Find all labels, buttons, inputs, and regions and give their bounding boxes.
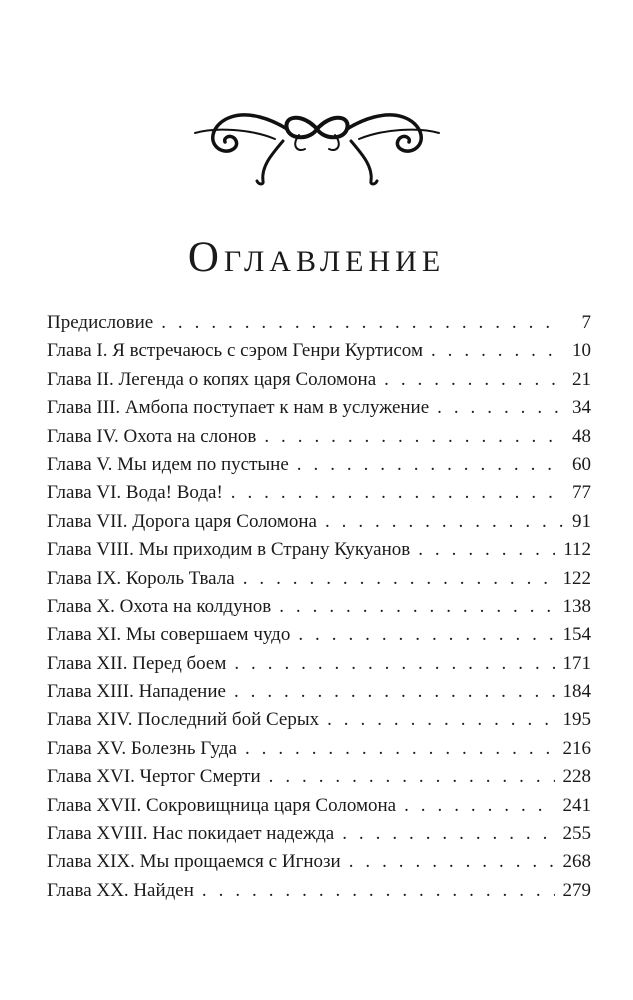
- dot-leader: [298, 621, 554, 649]
- toc-entry-title: Глава IX. Король Твала: [47, 567, 235, 589]
- dot-leader: [231, 479, 563, 507]
- toc-entry[interactable]: [47, 565, 591, 593]
- dot-leader: [431, 337, 563, 365]
- toc-entry[interactable]: [47, 820, 591, 848]
- toc-entry-title: Предисловие: [47, 312, 154, 333]
- toc-entry[interactable]: [47, 479, 591, 507]
- toc-entry[interactable]: [47, 394, 591, 422]
- dot-leader: [325, 508, 563, 536]
- toc-entry[interactable]: [47, 366, 591, 394]
- toc-entry[interactable]: [47, 877, 591, 905]
- dot-leader: [234, 650, 554, 678]
- flourish-ornament-icon: [191, 105, 443, 187]
- dot-leader: [243, 565, 555, 593]
- toc-entry[interactable]: [47, 763, 591, 791]
- toc-entry[interactable]: [47, 848, 591, 876]
- toc-entry[interactable]: [47, 678, 591, 706]
- toc-entry-title: Глава XVII. Сокровищница царя Соломона: [47, 794, 397, 816]
- toc-entry-page: 154: [562, 624, 591, 646]
- toc-entry[interactable]: [47, 508, 591, 536]
- dot-leader: [264, 423, 563, 451]
- toc-entry-page: 21: [572, 368, 591, 390]
- toc-entry-title: Глава XIX. Мы прощаемся с Игнози: [47, 851, 341, 873]
- toc-entry-title: Глава VII. Дорога царя Соломона: [47, 510, 317, 532]
- toc-entry-page: 34: [572, 397, 591, 419]
- toc-entry[interactable]: [47, 337, 591, 365]
- toc-entry-page: 138: [562, 595, 591, 617]
- toc-entry-page: 112: [563, 539, 591, 561]
- dot-leader: [327, 706, 554, 734]
- dot-leader: [297, 451, 563, 479]
- toc-entry-title: Глава XII. Перед боем: [47, 652, 227, 674]
- dot-leader: [418, 536, 555, 564]
- toc-entry-title: Глава XX. Найден: [47, 879, 194, 901]
- toc-entry[interactable]: [47, 593, 591, 621]
- toc-entry-title: Глава VIII. Мы приходим в Страну Кукуанов: [47, 539, 411, 561]
- dot-leader: [437, 394, 563, 422]
- dot-leader: [384, 366, 563, 394]
- toc-entry[interactable]: [47, 536, 591, 564]
- toc-entry[interactable]: [47, 735, 591, 763]
- toc-entry[interactable]: [47, 423, 591, 451]
- toc-entry-page: 184: [562, 681, 591, 703]
- dot-leader: [202, 877, 555, 905]
- toc-entry[interactable]: [47, 706, 591, 734]
- toc-entry-page: 60: [572, 453, 591, 475]
- page-title: Оглавление: [187, 234, 446, 281]
- dot-leader: [349, 848, 555, 876]
- toc-entry-page: 279: [562, 879, 591, 901]
- toc-entry-page: 255: [562, 823, 591, 845]
- toc-entry-title: Глава XVI. Чертог Смерти: [47, 766, 261, 788]
- toc-entry[interactable]: [47, 650, 591, 678]
- toc-entry-page: 171: [562, 652, 591, 674]
- toc-entry-title: Глава XV. Болезнь Гуда: [47, 737, 237, 759]
- toc-entry-title: Глава II. Легенда о копях царя Соломона: [47, 368, 377, 390]
- toc-entry-title: Глава XI. Мы совершаем чудо: [47, 624, 291, 646]
- toc-entry-page: 241: [562, 794, 591, 816]
- toc-entry[interactable]: [47, 621, 591, 649]
- toc-entry-title: Глава VI. Вода! Вода!: [47, 482, 223, 504]
- toc-entry-title: Глава X. Охота на колдунов: [47, 595, 272, 617]
- toc-entry-page: 7: [581, 312, 591, 333]
- toc-entry-title: Глава XVIII. Нас покидает надежда: [47, 823, 335, 845]
- toc-entry-page: 48: [572, 425, 591, 447]
- toc-entry-title: Глава IV. Охота на слонов: [47, 425, 257, 447]
- toc-entry-page: 91: [572, 510, 591, 532]
- dot-leader: [342, 820, 554, 848]
- toc-entry-title: Глава XIII. Нападение: [47, 681, 226, 703]
- toc-entry[interactable]: [47, 309, 591, 337]
- toc-entry-page: 10: [572, 340, 591, 362]
- toc-entry-page: 77: [572, 482, 591, 504]
- dot-leader: [404, 792, 554, 820]
- toc-entry-page: 195: [562, 709, 591, 731]
- toc-entry-title: Глава XIV. Последний бой Серых: [47, 709, 320, 731]
- toc-entry-title: Глава I. Я встречаюсь с сэром Генри Куртисом: [47, 340, 423, 362]
- toc-entry-page: 268: [562, 851, 591, 873]
- toc-entry[interactable]: [47, 451, 591, 479]
- toc-entry-page: 216: [562, 737, 591, 759]
- dot-leader: [279, 593, 554, 621]
- toc-entry-page: 122: [562, 567, 591, 589]
- toc-entry-title: Глава V. Мы идем по пустыне: [47, 453, 289, 475]
- dot-leader: [245, 735, 555, 763]
- dot-leader: [234, 678, 555, 706]
- dot-leader: [269, 763, 555, 791]
- toc-entry[interactable]: [47, 792, 591, 820]
- toc-entry-title: Глава III. Амбопа поступает к нам в услужение: [47, 397, 430, 419]
- dot-leader: [161, 309, 563, 337]
- table-of-contents: [47, 309, 591, 905]
- toc-entry-page: 228: [562, 766, 591, 788]
